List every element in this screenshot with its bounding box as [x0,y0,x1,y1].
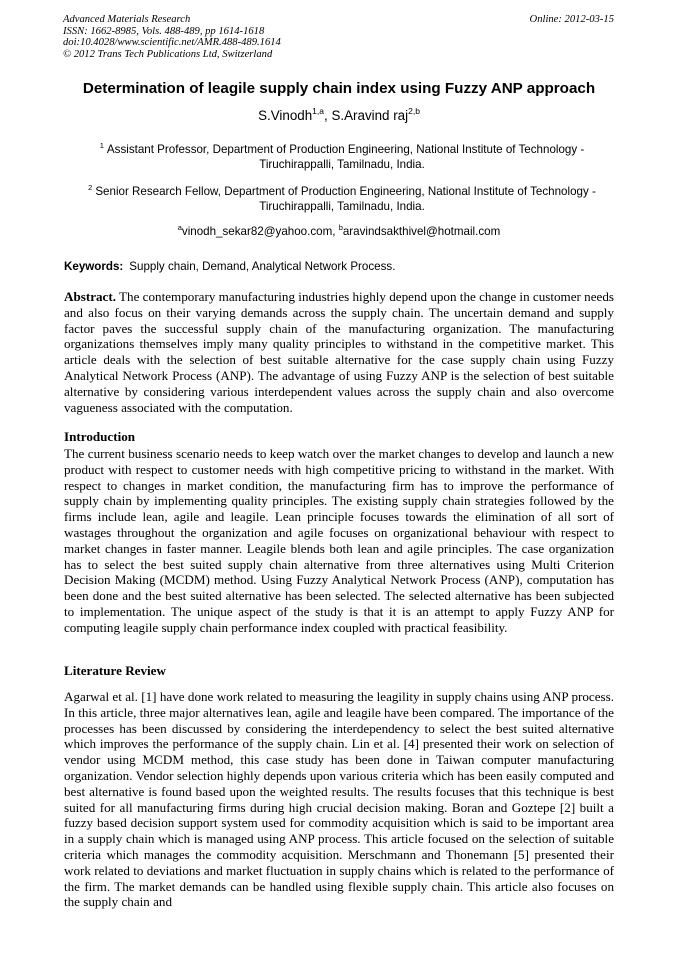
author-list [0,108,678,123]
affiliation-text: Senior Research Fellow, Department of Production Engineering, National Institute of Technology -Tiruchirappalli, Tamilnadu, India. [95,185,596,213]
affiliation-2 [66,184,618,214]
section-heading-introduction: Introduction [64,429,136,444]
keywords-label: Keywords: [64,260,124,273]
author-affiliation-mark: 1,a [312,106,324,116]
issn-line: ISSN: 1662-8985, Vols. 488-489, pp 1614-1618 [63,25,265,37]
doi-line: doi:10.4028/www.scientific.net/AMR.488-489.1614 [63,37,281,49]
abstract-text: The contemporary manufacturing industries highly depend upon the change in customer needs and also focus on their varying demands across the supply chain. The uncertain demand and supply factor paves the successful supply chain of the manufacturing organization. The manufacturing organizations themselves imply many quality principles to withstand in the competitive market. This article deals with the selection of best suitable alternative for the case supply chain using Fuzzy Analytical Network Process (ANP). The advantage of using Fuzzy ANP is the selection of best suitable alternative by considering various interdependent values across the supply chain and also overcome vagueness associated with the computation. [64,289,614,415]
email-list [0,225,678,238]
keywords [64,260,395,273]
author-affiliation-mark: 2,b [408,106,420,116]
email-mark: a [177,223,182,232]
email-address[interactable]: aravindsakthivel@hotmail.com [342,225,501,238]
copyright-line: © 2012 Trans Tech Publications Ltd, Switzerland [63,48,273,60]
journal-header [63,14,281,60]
affiliation-text: Assistant Professor, Department of Production Engineering, National Institute of Technology - Tiruchirappalli, Tamilnadu, India. [106,143,585,171]
author-separator: , [324,108,332,123]
email-mark: b [338,223,343,232]
journal-name: Advanced Materials Research [63,14,191,25]
affiliation-mark: 1 [99,141,104,150]
section-body-introduction: The current business scenario needs to keep watch over the market changes to develop and launch a new product with respect to customer needs with high competitive pricing to withstand in the market. With respect to changes in market condition, the manufacturing firm has to improve the performance of supply chain by implementing quality principles. The existing supply chain strategies followed by the firms include lean, agile and leagile. Lean principle focuses towards the elimination of all sort of wastages throughout the organization and agile focuses on organizational behaviour with respect to market changes in faster manner. Leagile blends both lean and agile principles. The case organization has to select the best suited supply chain alternative from three alternatives using Multi Criterion Decision Making (MCDM) method. Using Fuzzy Analytical Network Process (ANP), computation has been done and the best suited alternative has been selected. The selected alternative has been subjected to implementation. The unique aspect of the study is that it is an attempt to apply Fuzzy ANP for computing leagile supply chain performance index coupled with practical feasibility. [64,446,614,635]
author-name: S.Vinodh [258,108,313,123]
affiliation-1 [66,142,618,172]
paper-title: Determination of leagile supply chain index using Fuzzy ANP approach [82,80,596,97]
abstract-label: Abstract. [64,289,116,304]
abstract [64,289,614,415]
email-separator: , [332,225,339,238]
email-address[interactable]: vinodh_sekar82@yahoo.com [181,225,333,238]
section-heading-literature-review: Literature Review [64,663,166,678]
affiliation-mark: 2 [88,183,93,192]
author-name: S.Aravind raj [331,108,409,123]
section-body-literature-review: Agarwal et al. [1] have done work related to measuring the leagility in supply chains using ANP process. In this article, three major alternatives lean, agile and leagile have been compared. The importance of the processes has been discussed by considering the interdependency to select the best suited alternative which improves the performance of the supply chain. Lin et al. [4] presented their work on selection of vendor using MCDM method, this case study has been done in Taiwan computer manufacturing organization. Vendor selection highly depends upon various criteria which has been easily computed and best alternative is found based upon the weighted results. The results focuses that this technique is best suited for all manufacturing firms during high crucial decision making. Boran and Goztepe [2] built a fuzzy based decision support system used for commodity acquisition which is said to be important area in a supply chain which is managed using ANP process. This article focused on the selection of suitable criteria which manages the commodity acquisition. Merschmann and Thonemann [5] presented their work related to deviations and market fluctuation in supply chains which is related to the performance of the firm. The market demands can be handled using flexible supply chain. This article also focuses on the supply chain and [64,689,614,910]
keywords-text: Supply chain, Demand, Analytical Network Process. [129,260,396,273]
online-date: Online: 2012-03-15 [529,14,614,25]
